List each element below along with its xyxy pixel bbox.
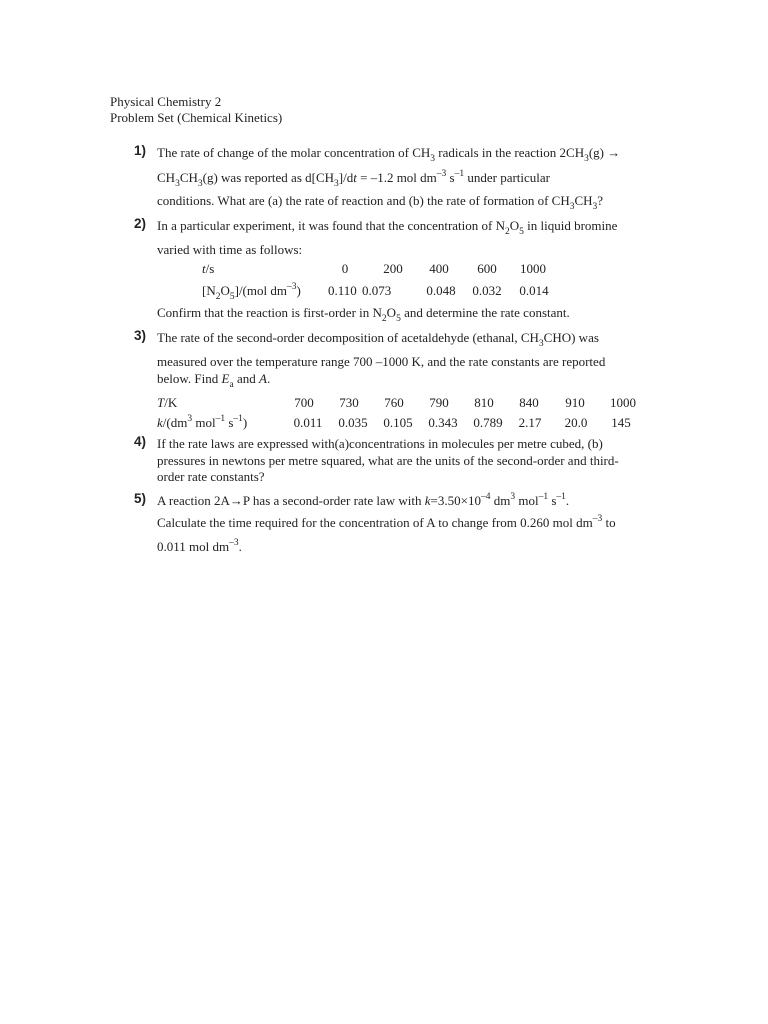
q2-time-value: 0	[341, 261, 349, 276]
q2-conc-label: $[N_2O_5]/(mol$ $dm^{-3}$)	[202, 282, 301, 302]
q2-conc-value: 0.032	[472, 283, 502, 298]
question-3-line-2: measured over the temperature range 700 –1000 K, and the rate constants are reported	[157, 354, 606, 369]
q2-time-value: 600	[477, 261, 497, 276]
question-2-line-2: varied with time as follows:	[157, 242, 303, 257]
q3-rate-value: 20.0	[564, 415, 588, 430]
question-5-line-3: 0.011 mol $dm^{-3}$.	[157, 538, 242, 554]
q3-temp-value: 810	[474, 395, 494, 410]
question-4-number: 4)	[134, 434, 147, 449]
question-4-line-1: If the rate laws are expressed with(a)concentrations in molecules per metre cubed, (b)	[157, 436, 603, 451]
q2-time-value: 400	[429, 261, 449, 276]
q2-time-value: 200	[383, 261, 403, 276]
course-title: Physical Chemistry 2	[110, 94, 222, 109]
q3-temp-value: 840	[519, 395, 539, 410]
question-2-line-1: In a particular experiment, it was found that the concentration of $N_2O_5$ in liquid bromine	[157, 218, 618, 237]
question-3-line-3: below. Find $E_a$ and A.	[157, 371, 271, 390]
q3-temp-label: T/K	[157, 395, 178, 410]
q3-rate-value: 0.789	[473, 415, 503, 430]
q2-conc-value: 0.073	[362, 283, 392, 298]
q3-rate-value: 0.035	[338, 415, 368, 430]
question-5-line-2: Calculate the time required for the concentration of A to change from 0.260 mol $dm^{-3}$ to	[157, 514, 616, 530]
q2-conc-value: 0.048	[426, 283, 456, 298]
q3-temp-value: 730	[339, 395, 359, 410]
q3-temp-value: 790	[429, 395, 449, 410]
question-2-number: 2)	[134, 216, 147, 231]
question-2-conclusion: Confirm that the reaction is first-order in $N_2O_5$ and determine the rate constant.	[157, 305, 570, 324]
q3-rate-value: 145	[611, 415, 631, 430]
q3-rate-value: 0.343	[428, 415, 458, 430]
q3-rate-label: $k/(dm^3$ mol$^{-1}$ $s^{-1}$)	[157, 414, 248, 430]
question-1-line-3: conditions. What are (a) the rate of reaction and (b) the rate of formation of $CH_3CH_3$?	[157, 193, 604, 212]
question-4-line-2: pressures in newtons per metre squared, what are the units of the second-order and third-	[157, 453, 619, 468]
q3-rate-value: 2.17	[518, 415, 542, 430]
q2-conc-value: 0.110	[328, 283, 357, 298]
q3-temp-value: 1000	[610, 395, 636, 410]
q3-temp-value: 700	[294, 395, 314, 410]
question-3-number: 3)	[134, 328, 147, 343]
q2-conc-value: 0.014	[519, 283, 549, 298]
q3-rate-value: 0.105	[383, 415, 413, 430]
question-4-line-3: order rate constants?	[157, 469, 265, 484]
question-3-line-1: The rate of the second-order decomposition of acetaldehyde (ethanal, $CH_3CHO$) was	[157, 330, 599, 349]
q2-time-value: 1000	[520, 261, 546, 276]
q3-temp-value: 910	[565, 395, 585, 410]
problem-set-title: Problem Set (Chemical Kinetics)	[110, 110, 283, 125]
question-1-line-1: The rate of change of the molar concentration of $CH_3$ radicals in the reaction $2CH_3(g)$ →	[157, 145, 621, 164]
question-5-number: 5)	[134, 491, 147, 506]
question-5-line-1: A reaction 2A→P has a second-order rate law with $k=3.50\times 10^{-4}$ $dm^3$ mol$^{-1}$ $s^{-1}$.	[157, 492, 570, 508]
question-1-line-2: $CH_3CH_3(g)$ was reported as $d[CH_3]/dt = -1.2$ mol $dm^{-3}$ $s^{-1}$ under particular	[157, 169, 550, 189]
question-1-number: 1)	[134, 143, 147, 158]
q3-rate-value: 0.011	[293, 415, 323, 430]
q3-temp-value: 760	[384, 395, 404, 410]
q2-time-label: t/s	[202, 261, 215, 276]
